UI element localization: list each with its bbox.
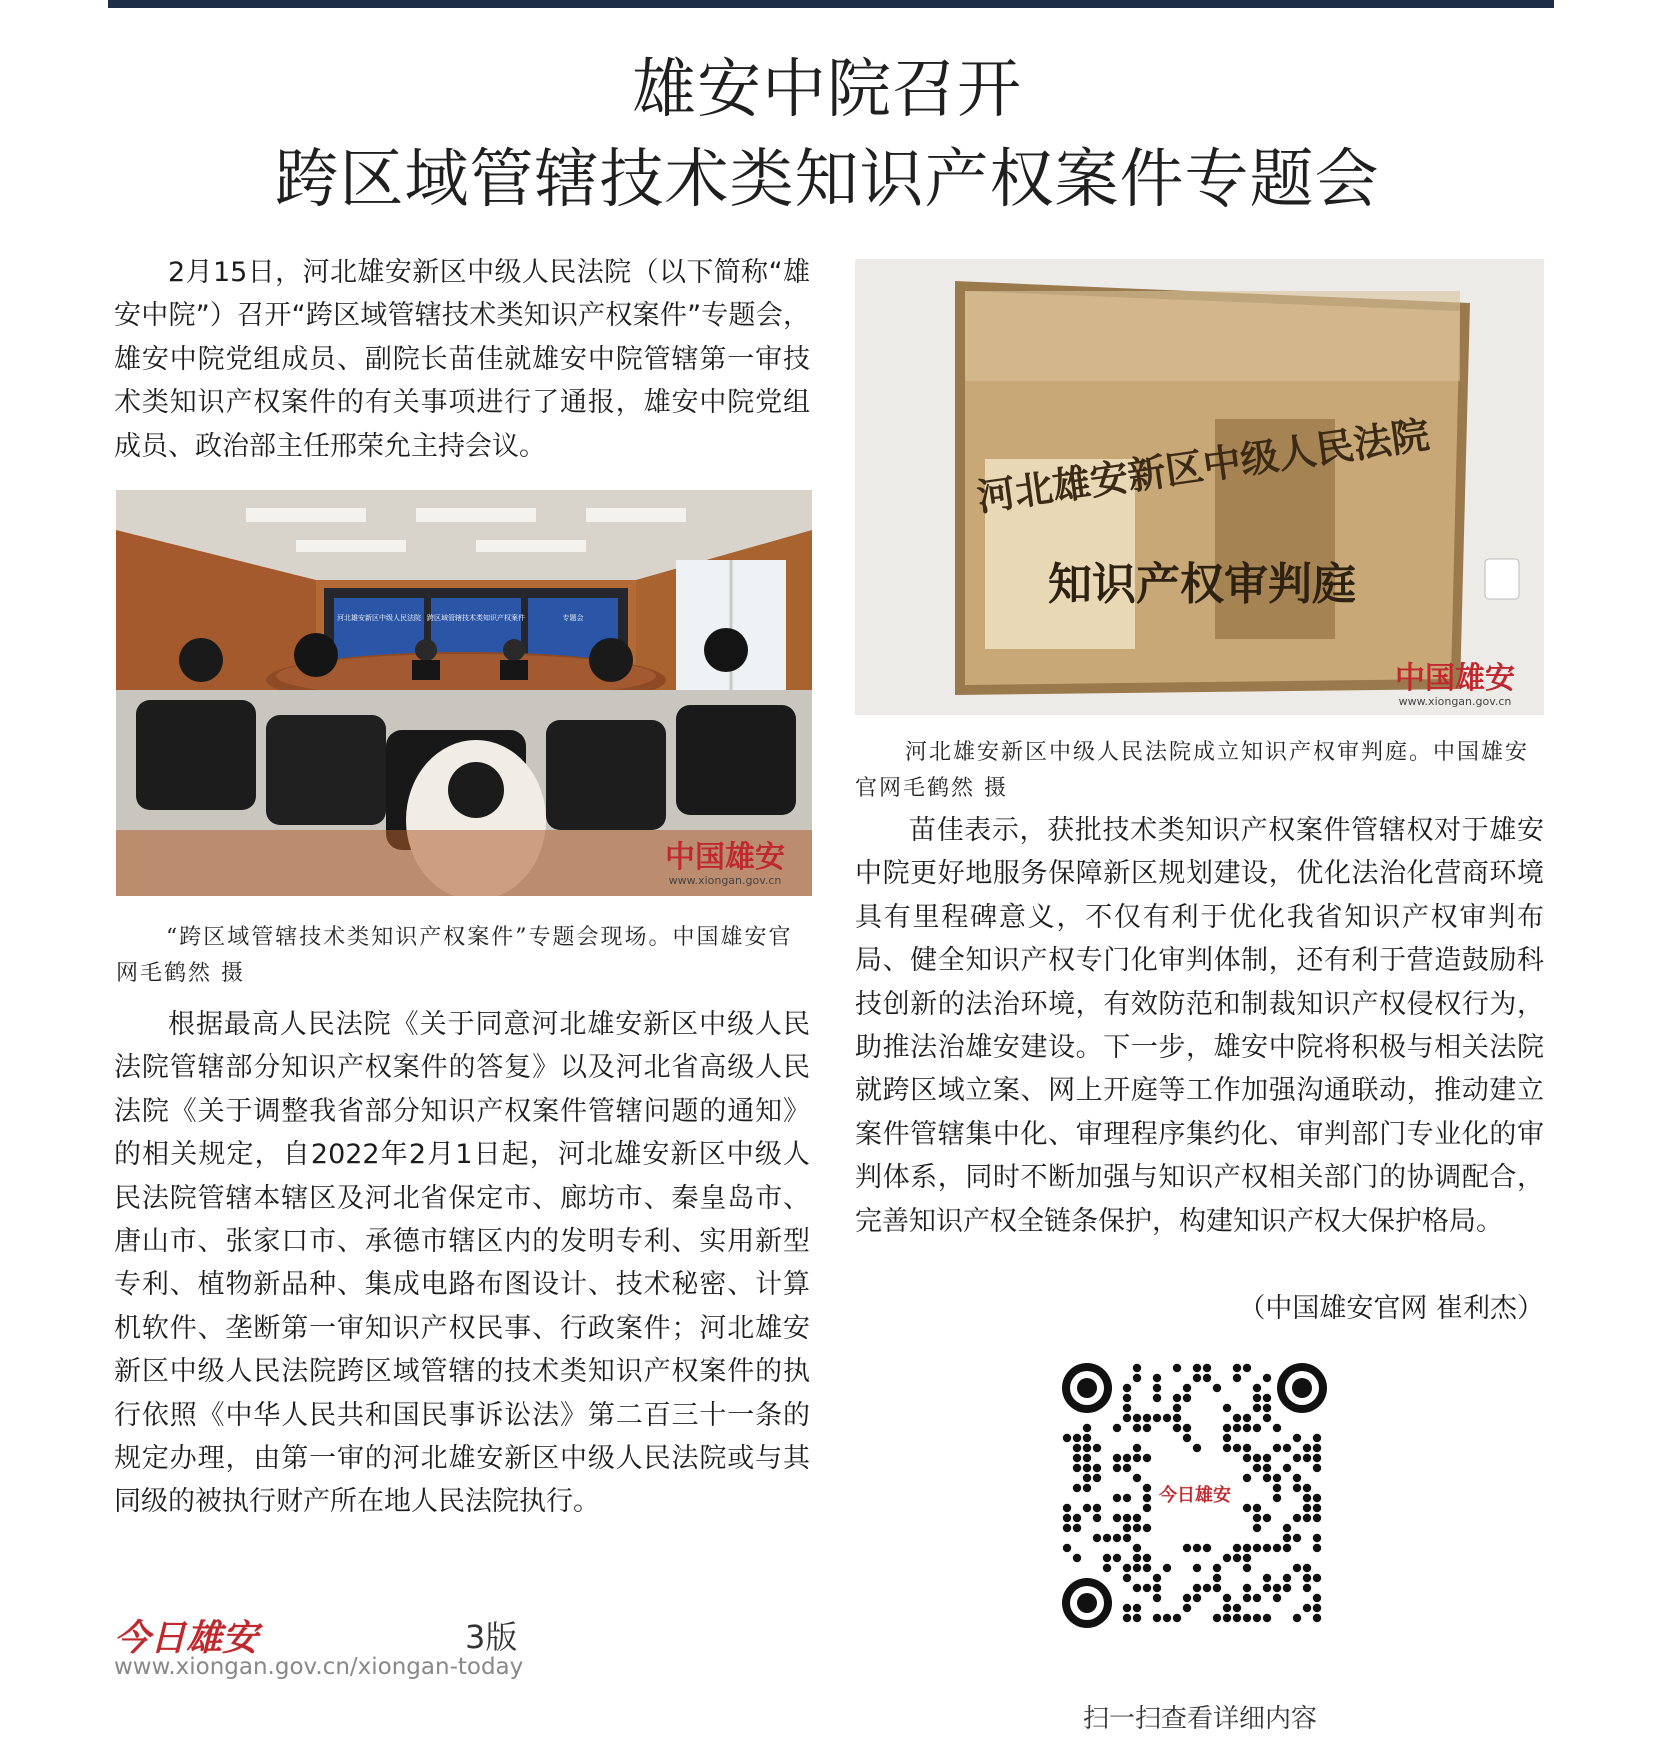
qr-module — [1073, 1554, 1081, 1562]
meeting-photo — [116, 490, 812, 896]
qr-module — [1293, 1474, 1301, 1482]
qr-module — [1143, 1454, 1151, 1462]
qr-module — [1253, 1544, 1261, 1552]
watermark-text: 中国雄安 — [665, 840, 785, 875]
qr-module — [1293, 1534, 1301, 1542]
qr-module — [1183, 1424, 1191, 1432]
qr-module — [1133, 1544, 1141, 1552]
qr-module — [1133, 1474, 1141, 1482]
qr-module — [1243, 1474, 1251, 1482]
sign-line-2: 知识产权审判庭 — [1048, 559, 1356, 610]
qr-module — [1273, 1584, 1281, 1592]
qr-center-label: 今日雄安 — [1159, 1485, 1231, 1506]
sign-photo-caption: 河北雄安新区中级人民法院成立知识产权审判庭。中国雄安官网毛鹤然 摄 — [855, 740, 1530, 801]
qr-module — [1113, 1494, 1121, 1502]
qr-module — [1173, 1424, 1181, 1432]
qr-module — [1193, 1444, 1201, 1452]
qr-module — [1313, 1444, 1321, 1452]
qr-module — [1133, 1514, 1141, 1522]
qr-module — [1263, 1584, 1271, 1592]
qr-module — [1093, 1504, 1101, 1512]
qr-module — [1233, 1424, 1241, 1432]
qr-module — [1313, 1494, 1321, 1502]
qr-module — [1163, 1414, 1171, 1422]
qr-module — [1123, 1494, 1131, 1502]
qr-module — [1213, 1584, 1221, 1592]
qr-module — [1233, 1414, 1241, 1422]
qr-module — [1243, 1454, 1251, 1462]
qr-module — [1203, 1584, 1211, 1592]
qr-module — [1193, 1374, 1201, 1382]
qr-module — [1273, 1474, 1281, 1482]
qr-module — [1133, 1614, 1141, 1622]
qr-module — [1063, 1524, 1071, 1532]
meeting-photo-caption: “跨区域管辖技术类知识产权案件”专题会现场。中国雄安官网毛鹤然 摄 — [116, 925, 793, 986]
qr-module — [1183, 1384, 1191, 1392]
byline: （中国雄安官网 崔利杰） — [1238, 1293, 1544, 1324]
qr-module — [1263, 1394, 1271, 1402]
qr-module — [1193, 1584, 1201, 1592]
qr-module — [1293, 1564, 1301, 1572]
qr-module — [1123, 1384, 1131, 1392]
qr-module — [1143, 1504, 1151, 1512]
qr-module — [1203, 1364, 1211, 1372]
qr-module — [1083, 1454, 1091, 1462]
qr-module — [1063, 1544, 1071, 1552]
qr-module — [1143, 1564, 1151, 1572]
qr-module — [1163, 1614, 1171, 1622]
qr-module — [1133, 1554, 1141, 1562]
qr-module — [1233, 1614, 1241, 1622]
qr-module — [1263, 1544, 1271, 1552]
qr-module — [1113, 1534, 1121, 1542]
qr-module — [1263, 1474, 1271, 1482]
qr-module — [1123, 1604, 1131, 1612]
qr-module — [1243, 1554, 1251, 1562]
qr-module — [1253, 1404, 1261, 1412]
qr-module — [1243, 1424, 1251, 1432]
qr-module — [1303, 1444, 1311, 1452]
qr-module — [1073, 1484, 1081, 1492]
qr-module — [1263, 1464, 1271, 1472]
sign-line-1: 河北雄安新区中级人民法院 — [974, 411, 1433, 520]
qr-module — [1273, 1484, 1281, 1492]
qr-module — [1103, 1534, 1111, 1542]
qr-module — [1093, 1534, 1101, 1542]
qr-module — [1133, 1364, 1141, 1372]
qr-module — [1093, 1464, 1101, 1472]
qr-module — [1253, 1594, 1261, 1602]
qr-module — [1213, 1574, 1221, 1582]
article-title-line-1: 雄安中院召开 — [632, 53, 1022, 127]
watermark-url-2: www.xiongan.gov.cn — [1398, 695, 1512, 708]
qr-module — [1223, 1444, 1231, 1452]
qr-module — [1243, 1504, 1251, 1512]
qr-module — [1153, 1584, 1161, 1592]
body-right-paragraph: 苗佳表示，获批技术类知识产权案件管辖权对于雄安中院更好地服务保障新区规划建设，优化法治化营商环境具有里程碑意义，不仅有利于优化我省知识产权审判布局、健全知识产权专门化审判体制，还有利于营造鼓励科技创新的法治环境，有效防范和制裁知识产权侵权行为，助推法治雄安建设。下一步，雄安中院将积极与相关法院就跨区域立案、网上开庭等工作加强沟通联动，推动建立案件管辖集中化、审理程序集约化、审判部门专业化的审判体系，同时不断加强与知识产权相关部门的协调配合，完善知识产权全链条保护，构建知识产权大保护格局。 — [855, 815, 1544, 1237]
qr-module — [1133, 1524, 1141, 1532]
body-left-paragraph: 根据最高人民法院《关于同意河北雄安新区中级人民法院管辖部分知识产权案件的答复》以及河北省高级人民法院《关于调整我省部分知识产权案件管辖问题的通知》的相关规定，自2022年2月1日起，河北雄安新区中级人民法院管辖本辖区及河北省保定市、廊坊市、秦皇岛市、唐山市、张家口市、承德市辖区内的发明专利、实用新型专利、植物新品种、集成电路布图设计、技术秘密、计算机软件、垄断第一审知识产权民事、行政案件；河北雄安新区中级人民法院跨区域管辖的技术类知识产权案件的执行依照《中华人民共和国民事诉讼法》第二百三十一条的规定办理，由第一审的河北雄安新区中级人民法院或与其同级的被执行财产所在地人民法院执行。 — [114, 1009, 810, 1518]
meeting-photo-watermark — [650, 842, 800, 887]
page-number: 3版 — [465, 1618, 518, 1656]
qr-module — [1183, 1544, 1191, 1552]
qr-module — [1173, 1404, 1181, 1412]
qr-module — [1123, 1414, 1131, 1422]
qr-module — [1183, 1394, 1191, 1402]
qr-module — [1133, 1564, 1141, 1572]
qr-module — [1073, 1464, 1081, 1472]
qr-module — [1293, 1514, 1301, 1522]
qr-module — [1223, 1554, 1231, 1562]
qr-code[interactable] — [1062, 1363, 1327, 1628]
qr-module — [1233, 1374, 1241, 1382]
qr-module — [1123, 1564, 1131, 1572]
qr-module — [1243, 1584, 1251, 1592]
qr-module — [1143, 1494, 1151, 1502]
qr-module — [1113, 1514, 1121, 1522]
qr-module — [1253, 1394, 1261, 1402]
qr-module — [1133, 1414, 1141, 1422]
qr-module — [1253, 1464, 1261, 1472]
qr-module — [1113, 1464, 1121, 1472]
qr-module — [1123, 1514, 1131, 1522]
qr-module — [1293, 1454, 1301, 1462]
courtroom-sign-photo — [855, 259, 1544, 715]
qr-module — [1173, 1614, 1181, 1622]
qr-module — [1163, 1564, 1171, 1572]
qr-module — [1153, 1594, 1161, 1602]
qr-module — [1213, 1384, 1221, 1392]
qr-module — [1133, 1584, 1141, 1592]
qr-module — [1243, 1444, 1251, 1452]
qr-module — [1073, 1444, 1081, 1452]
qr-module — [1103, 1554, 1111, 1562]
qr-module — [1083, 1424, 1091, 1432]
qr-module — [1253, 1504, 1261, 1512]
qr-module — [1233, 1604, 1241, 1612]
qr-module — [1233, 1444, 1241, 1452]
qr-module — [1193, 1544, 1201, 1552]
qr-module — [1223, 1594, 1231, 1602]
footer-logo: 今日雄安 — [114, 1617, 259, 1659]
qr-module — [1083, 1474, 1091, 1482]
qr-module — [1143, 1554, 1151, 1562]
qr-module — [1283, 1464, 1291, 1472]
qr-module — [1113, 1554, 1121, 1562]
qr-module — [1123, 1404, 1131, 1412]
qr-module — [1143, 1524, 1151, 1532]
qr-module — [1083, 1444, 1091, 1452]
qr-module — [1313, 1614, 1321, 1622]
qr-module — [1173, 1394, 1181, 1402]
qr-module — [1073, 1434, 1081, 1442]
qr-module — [1273, 1544, 1281, 1552]
qr-module — [1303, 1484, 1311, 1492]
qr-module — [1213, 1614, 1221, 1622]
qr-module — [1233, 1544, 1241, 1552]
qr-module — [1283, 1584, 1291, 1592]
qr-module — [1073, 1454, 1081, 1462]
qr-module — [1263, 1414, 1271, 1422]
qr-module — [1153, 1614, 1161, 1622]
qr-module — [1243, 1544, 1251, 1552]
qr-module — [1063, 1434, 1071, 1442]
qr-module — [1093, 1474, 1101, 1482]
qr-module — [1223, 1434, 1231, 1442]
lead-paragraph: 2月15日，河北雄安新区中级人民法院（以下简称“雄安中院”）召开“跨区域管辖技术类知识产权案件”专题会，雄安中院党组成员、副院长苗佳就雄安中院管辖第一审技术类知识产权案件的有关事项进行了通报，雄安中院党组成员、政治部主任邢荣允主持会议。 — [114, 257, 810, 462]
qr-module — [1153, 1414, 1161, 1422]
watermark-url: www.xiongan.gov.cn — [668, 874, 782, 887]
qr-module — [1283, 1524, 1291, 1532]
qr-module — [1123, 1614, 1131, 1622]
watermark-text-2: 中国雄安 — [1395, 661, 1515, 696]
qr-module — [1273, 1494, 1281, 1502]
qr-module — [1143, 1424, 1151, 1432]
qr-module — [1063, 1514, 1071, 1522]
qr-module — [1253, 1614, 1261, 1622]
screen-text-3: 专题会 — [562, 614, 584, 622]
qr-module — [1193, 1594, 1201, 1602]
qr-module — [1313, 1434, 1321, 1442]
footer-url[interactable]: www.xiongan.gov.cn/xiongan-today — [114, 1654, 524, 1680]
qr-caption: 扫一扫查看详细内容 — [1082, 1704, 1317, 1734]
qr-module — [1313, 1604, 1321, 1612]
qr-module — [1263, 1404, 1271, 1412]
qr-module — [1083, 1434, 1091, 1442]
top-rule — [108, 0, 1554, 8]
qr-module — [1123, 1524, 1131, 1532]
qr-module — [1063, 1504, 1071, 1512]
qr-module — [1283, 1544, 1291, 1552]
qr-module — [1223, 1614, 1231, 1622]
qr-module — [1313, 1464, 1321, 1472]
qr-module — [1103, 1564, 1111, 1572]
qr-module — [1243, 1364, 1251, 1372]
qr-module — [1183, 1604, 1191, 1612]
qr-module — [1173, 1414, 1181, 1422]
qr-module — [1223, 1404, 1231, 1412]
qr-module — [1113, 1454, 1121, 1462]
qr-module — [1303, 1494, 1311, 1502]
qr-module — [1113, 1424, 1121, 1432]
qr-module — [1093, 1514, 1101, 1522]
qr-module — [1283, 1534, 1291, 1542]
qr-module — [1263, 1374, 1271, 1382]
qr-module — [1273, 1424, 1281, 1432]
qr-module — [1303, 1584, 1311, 1592]
qr-module — [1243, 1594, 1251, 1602]
qr-module — [1253, 1384, 1261, 1392]
qr-module — [1143, 1414, 1151, 1422]
qr-module — [1233, 1364, 1241, 1372]
qr-module — [1123, 1534, 1131, 1542]
qr-module — [1083, 1504, 1091, 1512]
qr-module — [1133, 1454, 1141, 1462]
qr-module — [1263, 1614, 1271, 1622]
screen-text-2: 跨区域管辖技术类知识产权案件 — [427, 614, 525, 622]
qr-module — [1133, 1444, 1141, 1452]
qr-module — [1093, 1444, 1101, 1452]
qr-module — [1243, 1564, 1251, 1572]
qr-module — [1183, 1434, 1191, 1442]
qr-module — [1203, 1544, 1211, 1552]
qr-module — [1303, 1514, 1311, 1522]
qr-module — [1123, 1454, 1131, 1462]
qr-module — [1173, 1364, 1181, 1372]
qr-module — [1293, 1434, 1301, 1442]
qr-module — [1153, 1574, 1161, 1582]
qr-module — [1253, 1454, 1261, 1462]
sign-photo-watermark — [1380, 663, 1530, 708]
qr-module — [1313, 1514, 1321, 1522]
qr-module — [1153, 1374, 1161, 1382]
qr-module — [1313, 1574, 1321, 1582]
qr-module — [1133, 1424, 1141, 1432]
qr-module — [1193, 1564, 1201, 1572]
qr-module — [1303, 1504, 1311, 1512]
article-title-line-2: 跨区域管辖技术类知识产权案件专题会 — [274, 143, 1380, 217]
qr-module — [1143, 1484, 1151, 1492]
qr-module — [1223, 1604, 1231, 1612]
qr-module — [1123, 1394, 1131, 1402]
qr-module — [1283, 1444, 1291, 1452]
qr-module — [1263, 1454, 1271, 1462]
qr-module — [1263, 1514, 1271, 1522]
screen-text-1: 河北雄安新区中级人民法院 — [337, 614, 421, 622]
qr-module — [1263, 1574, 1271, 1582]
qr-module — [1243, 1614, 1251, 1622]
qr-module — [1293, 1614, 1301, 1622]
qr-module — [1253, 1424, 1261, 1432]
qr-module — [1303, 1574, 1311, 1582]
qr-module — [1203, 1374, 1211, 1382]
qr-module — [1193, 1364, 1201, 1372]
qr-module — [1313, 1594, 1321, 1602]
qr-module — [1313, 1454, 1321, 1462]
qr-module — [1083, 1484, 1091, 1492]
qr-module — [1153, 1384, 1161, 1392]
qr-module — [1123, 1574, 1131, 1582]
qr-module — [1303, 1604, 1311, 1612]
qr-module — [1183, 1594, 1191, 1602]
qr-module — [1073, 1514, 1081, 1522]
qr-module — [1083, 1464, 1091, 1472]
qr-module — [1143, 1584, 1151, 1592]
qr-module — [1243, 1414, 1251, 1422]
qr-module — [1303, 1454, 1311, 1462]
qr-module — [1313, 1504, 1321, 1512]
qr-module — [1253, 1514, 1261, 1522]
qr-module — [1233, 1554, 1241, 1562]
qr-module — [1313, 1534, 1321, 1542]
qr-module — [1313, 1544, 1321, 1552]
qr-module — [1273, 1444, 1281, 1452]
qr-module — [1133, 1604, 1141, 1612]
qr-module — [1073, 1524, 1081, 1532]
qr-module — [1133, 1374, 1141, 1382]
qr-module — [1303, 1564, 1311, 1572]
qr-module — [1153, 1394, 1161, 1402]
qr-module — [1213, 1564, 1221, 1572]
qr-module — [1123, 1464, 1131, 1472]
qr-module — [1273, 1594, 1281, 1602]
qr-module — [1253, 1524, 1261, 1532]
qr-module — [1283, 1574, 1291, 1582]
qr-module — [1293, 1484, 1301, 1492]
qr-module — [1223, 1424, 1231, 1432]
